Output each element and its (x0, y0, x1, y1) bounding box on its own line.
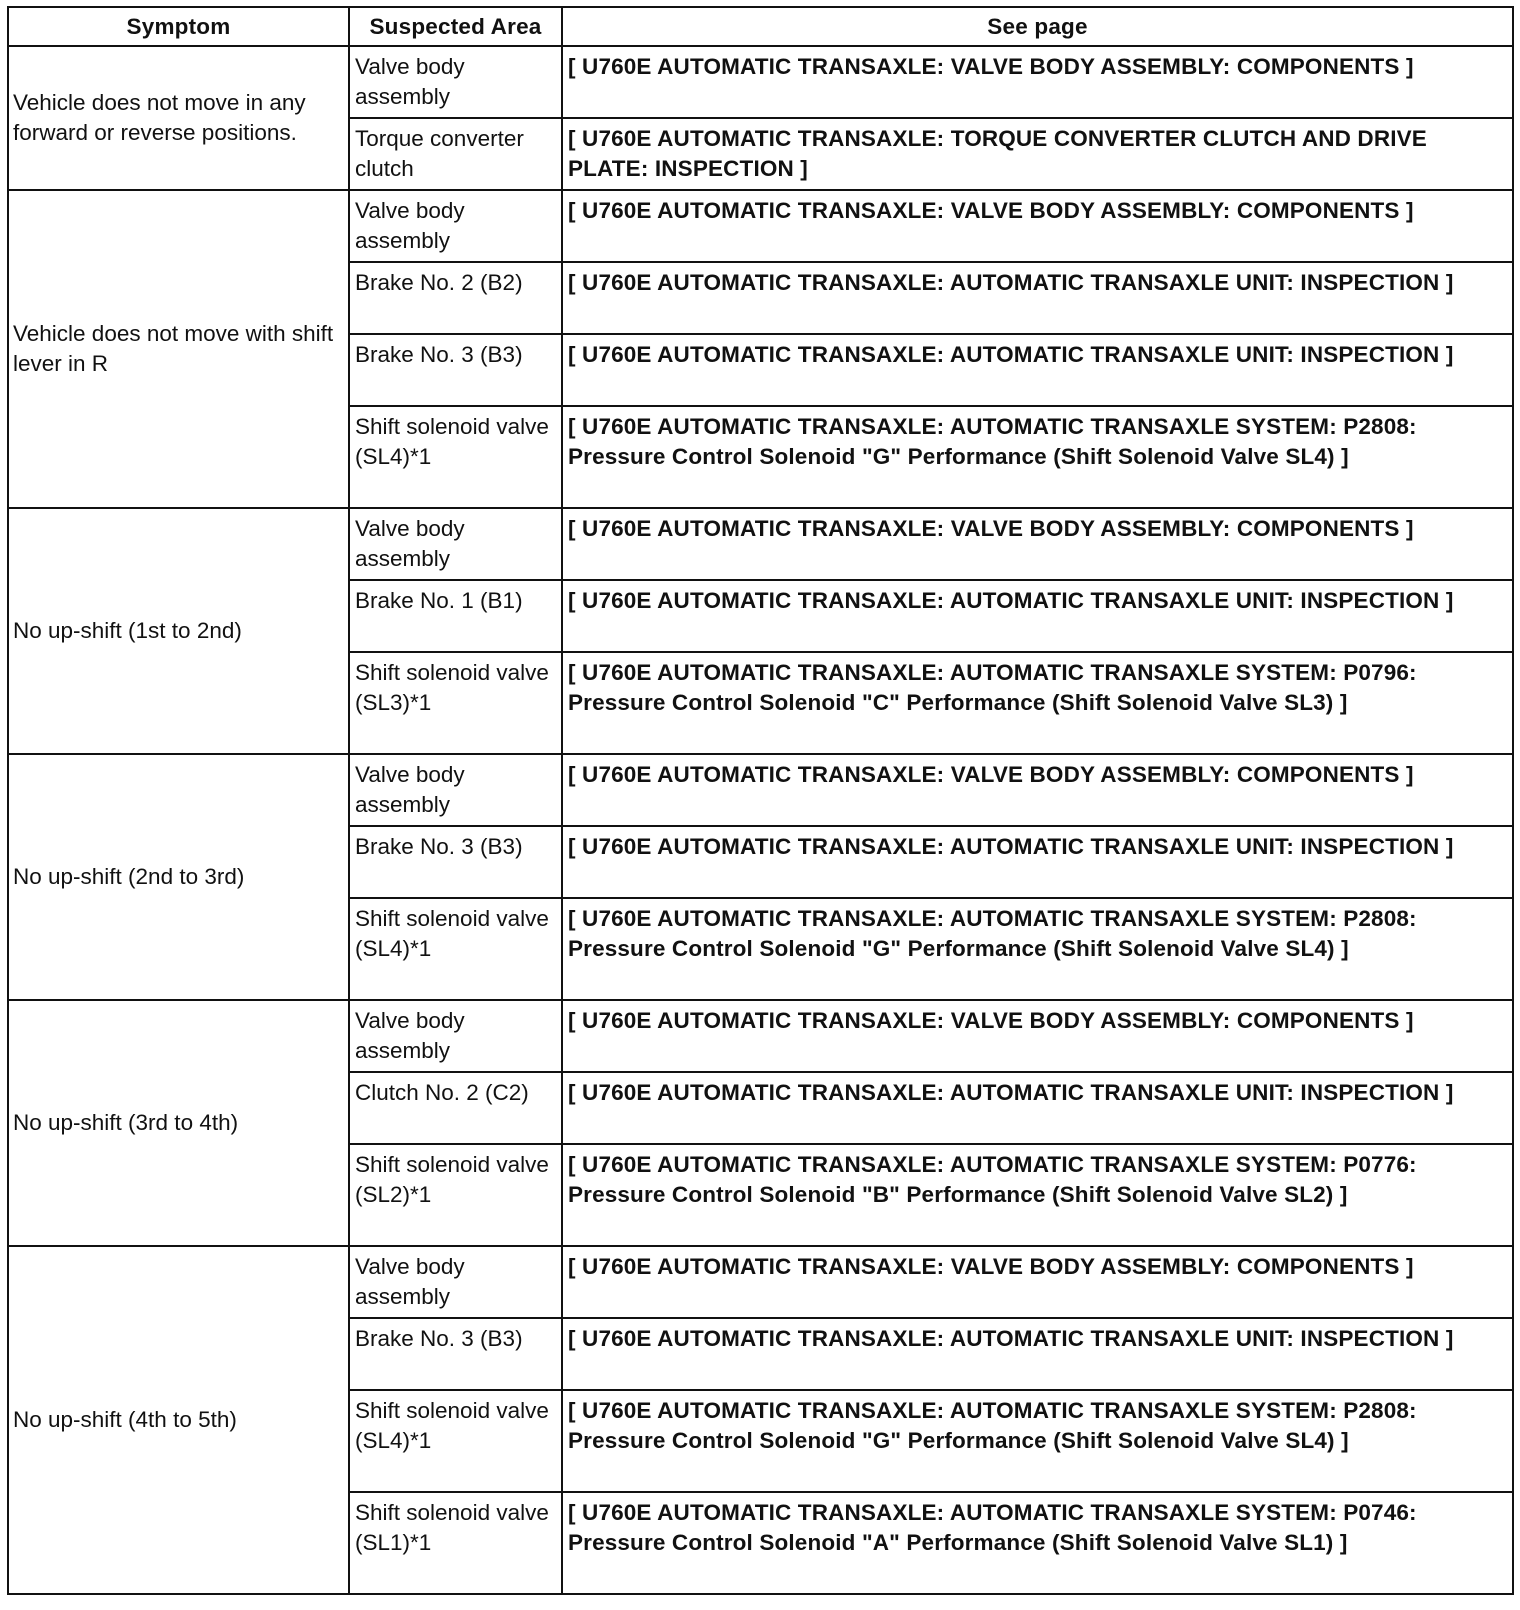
see-page-link[interactable]: [ U760E AUTOMATIC TRANSAXLE: AUTOMATIC TRANSAXLE UNIT: INSPECTION ] (562, 262, 1513, 334)
suspected-area-cell: Brake No. 2 (B2) (349, 262, 562, 334)
table-row (8, 190, 1513, 262)
suspected-area-cell: Valve body assembly (349, 754, 562, 826)
header-see-page: See page (562, 7, 1513, 46)
see-page-link[interactable]: [ U760E AUTOMATIC TRANSAXLE: VALVE BODY ASSEMBLY: COMPONENTS ] (562, 1000, 1513, 1072)
suspected-area-cell: Clutch No. 2 (C2) (349, 1072, 562, 1144)
see-page-link[interactable]: [ U760E AUTOMATIC TRANSAXLE: AUTOMATIC TRANSAXLE UNIT: INSPECTION ] (562, 1072, 1513, 1144)
troubleshooting-table-wrapper (7, 6, 1514, 1595)
suspected-area-cell: Shift solenoid valve (SL4)*1 (349, 406, 562, 508)
table-row (8, 754, 1513, 826)
see-page-link[interactable]: [ U760E AUTOMATIC TRANSAXLE: VALVE BODY ASSEMBLY: COMPONENTS ] (562, 190, 1513, 262)
see-page-link[interactable]: [ U760E AUTOMATIC TRANSAXLE: VALVE BODY ASSEMBLY: COMPONENTS ] (562, 508, 1513, 580)
suspected-area-cell: Shift solenoid valve (SL1)*1 (349, 1492, 562, 1594)
symptom-cell: Vehicle does not move in any forward or reverse positions. (8, 46, 349, 190)
suspected-area-cell: Valve body assembly (349, 1246, 562, 1318)
suspected-area-cell: Brake No. 1 (B1) (349, 580, 562, 652)
header-symptom: Symptom (8, 7, 349, 46)
symptom-cell: No up-shift (3rd to 4th) (8, 1000, 349, 1246)
table-row (8, 1000, 1513, 1072)
see-page-link[interactable]: [ U760E AUTOMATIC TRANSAXLE: AUTOMATIC TRANSAXLE SYSTEM: P2808: Pressure Control Solenoid "G" Performance (Shift Solenoid Valve SL4) ] (562, 898, 1513, 1000)
suspected-area-cell: Brake No. 3 (B3) (349, 826, 562, 898)
suspected-area-cell: Brake No. 3 (B3) (349, 1318, 562, 1390)
see-page-link[interactable]: [ U760E AUTOMATIC TRANSAXLE: AUTOMATIC TRANSAXLE SYSTEM: P0796: Pressure Control Solenoid "C" Performance (Shift Solenoid Valve SL3) ] (562, 652, 1513, 754)
suspected-area-cell: Brake No. 3 (B3) (349, 334, 562, 406)
see-page-link[interactable]: [ U760E AUTOMATIC TRANSAXLE: VALVE BODY ASSEMBLY: COMPONENTS ] (562, 1246, 1513, 1318)
see-page-link[interactable]: [ U760E AUTOMATIC TRANSAXLE: TORQUE CONVERTER CLUTCH AND DRIVE PLATE: INSPECTION ] (562, 118, 1513, 190)
symptom-cell: Vehicle does not move with shift lever in R (8, 190, 349, 508)
symptom-cell: No up-shift (1st to 2nd) (8, 508, 349, 754)
suspected-area-cell: Valve body assembly (349, 190, 562, 262)
see-page-link[interactable]: [ U760E AUTOMATIC TRANSAXLE: AUTOMATIC TRANSAXLE UNIT: INSPECTION ] (562, 826, 1513, 898)
suspected-area-cell: Valve body assembly (349, 508, 562, 580)
see-page-link[interactable]: [ U760E AUTOMATIC TRANSAXLE: VALVE BODY ASSEMBLY: COMPONENTS ] (562, 754, 1513, 826)
symptom-cell: No up-shift (2nd to 3rd) (8, 754, 349, 1000)
header-suspected-area: Suspected Area (349, 7, 562, 46)
suspected-area-cell: Valve body assembly (349, 1000, 562, 1072)
see-page-link[interactable]: [ U760E AUTOMATIC TRANSAXLE: AUTOMATIC TRANSAXLE SYSTEM: P2808: Pressure Control Solenoid "G" Performance (Shift Solenoid Valve SL4) ] (562, 1390, 1513, 1492)
see-page-link[interactable]: [ U760E AUTOMATIC TRANSAXLE: AUTOMATIC TRANSAXLE SYSTEM: P0776: Pressure Control Solenoid "B" Performance (Shift Solenoid Valve SL2) ] (562, 1144, 1513, 1246)
table-row (8, 1246, 1513, 1318)
symptom-cell: No up-shift (4th to 5th) (8, 1246, 349, 1594)
see-page-link[interactable]: [ U760E AUTOMATIC TRANSAXLE: AUTOMATIC TRANSAXLE UNIT: INSPECTION ] (562, 580, 1513, 652)
suspected-area-cell: Shift solenoid valve (SL4)*1 (349, 898, 562, 1000)
suspected-area-cell: Shift solenoid valve (SL4)*1 (349, 1390, 562, 1492)
suspected-area-cell: Shift solenoid valve (SL2)*1 (349, 1144, 562, 1246)
see-page-link[interactable]: [ U760E AUTOMATIC TRANSAXLE: AUTOMATIC TRANSAXLE UNIT: INSPECTION ] (562, 1318, 1513, 1390)
table-row (8, 46, 1513, 118)
see-page-link[interactable]: [ U760E AUTOMATIC TRANSAXLE: AUTOMATIC TRANSAXLE SYSTEM: P0746: Pressure Control Solenoid "A" Performance (Shift Solenoid Valve SL1) ] (562, 1492, 1513, 1594)
suspected-area-cell: Torque converter clutch (349, 118, 562, 190)
see-page-link[interactable]: [ U760E AUTOMATIC TRANSAXLE: VALVE BODY ASSEMBLY: COMPONENTS ] (562, 46, 1513, 118)
header-row (8, 7, 1513, 46)
suspected-area-cell: Valve body assembly (349, 46, 562, 118)
table-row (8, 508, 1513, 580)
see-page-link[interactable]: [ U760E AUTOMATIC TRANSAXLE: AUTOMATIC TRANSAXLE UNIT: INSPECTION ] (562, 334, 1513, 406)
suspected-area-cell: Shift solenoid valve (SL3)*1 (349, 652, 562, 754)
troubleshooting-table (7, 6, 1514, 1595)
see-page-link[interactable]: [ U760E AUTOMATIC TRANSAXLE: AUTOMATIC TRANSAXLE SYSTEM: P2808: Pressure Control Solenoid "G" Performance (Shift Solenoid Valve SL4) ] (562, 406, 1513, 508)
